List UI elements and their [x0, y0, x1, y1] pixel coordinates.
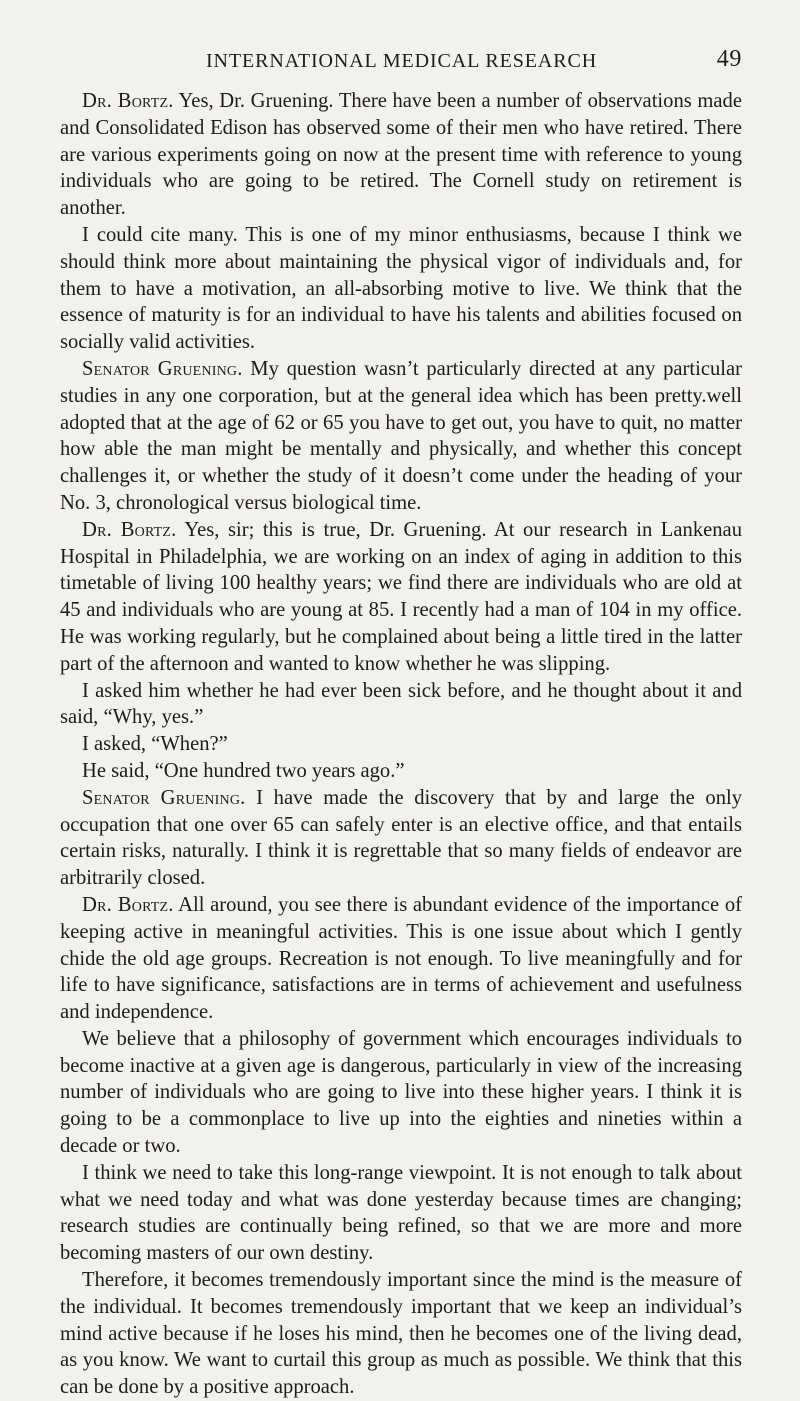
speaker-name: Senator Gruening.: [82, 357, 243, 380]
paragraph-text: Yes, Dr. Gruening. There have been a number of observations made and Consolidated Edison has observed some of their men who have retired. There are various experiments going on now at the present time with reference to young individuals who are going to be retired. The Cornell study on retirement is another.: [60, 90, 742, 220]
paragraph: [60, 517, 742, 678]
paragraph: [60, 222, 742, 356]
speaker-name: Senator Gruening.: [82, 786, 246, 809]
paragraph-text: I think we need to take this long-range viewpoint. It is not enough to talk about what we need today and what was done yesterday because times are changing; research studies are continually being refined, so that we are more and more becoming masters of our own destiny.: [60, 1161, 742, 1265]
paragraph: [60, 356, 742, 517]
paragraph: [60, 731, 742, 758]
body-text: [60, 88, 742, 1401]
speaker-name: Dr. Bortz.: [82, 90, 174, 112]
paragraph: [60, 758, 742, 785]
paragraph-text: I have made the discovery that by and large the only occupation that one over 65 can safely enter is an elective office, and that entails certain risks, naturally. I think it is regrettable that so many fields of endeavor are arbitrarily closed.: [60, 786, 743, 890]
paragraph: [60, 785, 742, 892]
running-header: [60, 42, 742, 88]
paragraph-text: I could cite many. This is one of my minor enthusiasms, because I think we should think more about maintaining the physical vigor of individuals and, for them to have a motivation, an all-absorbing motive to live. We think that the essence of maturity is for an individual to have his talents and abilities focused on socially valid activities.: [60, 223, 742, 354]
speaker-name: Dr. Bortz.: [82, 518, 177, 541]
paragraph-text: I asked, “When?”: [82, 733, 228, 756]
speaker-name: Dr. Bortz.: [82, 893, 174, 916]
paragraph-text: Therefore, it becomes tremendously important since the mind is the measure of the individual. It becomes tremendously important that we keep an individual’s mind active because if he loses his mind, then he becomes one of the living dead, as you know. We want to curtail this group as much as possible. We think that this can be done by a positive approach.: [60, 1269, 742, 1399]
paragraph: [60, 88, 742, 222]
paragraph-text: I asked him whether he had ever been sick before, and he thought about it and said, “Why, yes.”: [60, 679, 742, 729]
paragraph-text: Yes, sir; this is true, Dr. Gruening. At our research in Lankenau Hospital in Philadelphia, we are working on an index of aging in addition to this timetable of living 100 healthy years; we find there are individuals who are old at 45 and individuals who are young at 85. I recently had a man of 104 in my office. He was working regularly, but he complained about being a little tired in the latter part of the afternoon and wanted to know whether he was slipping.: [60, 518, 742, 675]
paragraph-text: We believe that a philosophy of government which encourages individuals to become inactive at a given age is dangerous, particularly in view of the increasing number of individuals who are going to live into these higher years. I think it is going to be a commonplace to live up into the eighties and nineties within a decade or two.: [60, 1027, 742, 1158]
paragraph: [60, 1026, 742, 1160]
paragraph-text: He said, “One hundred two years ago.”: [82, 759, 405, 782]
paragraph: [60, 1267, 742, 1401]
paragraph-text: All around, you see there is abundant evidence of the importance of keeping active in meaningful activities. This is one issue about which I gently chide the old age groups. Recreation is not enough. To live meaningfully and for life to have significance, satisfactions are in terms of achievement and usefulness and independence.: [60, 893, 742, 1024]
paragraph: [60, 678, 742, 732]
paragraph: [60, 1160, 742, 1267]
running-title: INTERNATIONAL MEDICAL RESEARCH: [206, 50, 598, 72]
paragraph: [60, 892, 742, 1026]
page-number: 49: [716, 46, 742, 72]
paragraph-text: My question wasn’t particularly directed at any particular studies in any one corporation, but at the general idea which has been pretty.well adopted that at the age of 62 or 65 you have to get out, you have to quit, no matter how able the man might be mentally and physically, and whether this concept challenges it, or whether the study of it doesn’t come under the heading of your No. 3, chronological versus biological time.: [60, 357, 742, 514]
